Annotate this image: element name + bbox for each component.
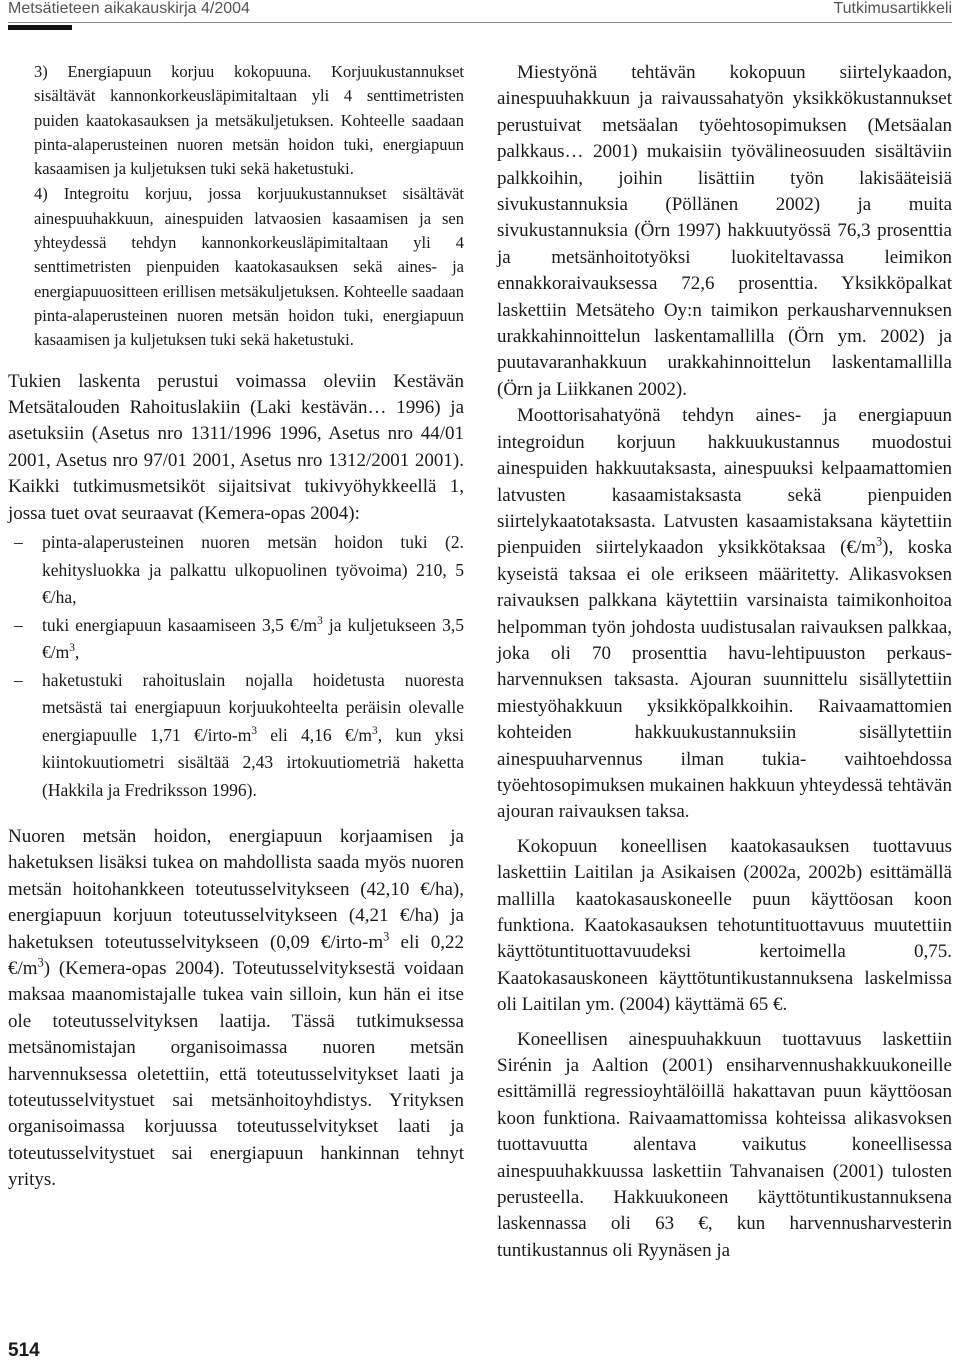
subsidy-item-1: – pinta-alaperusteinen nuoren metsän hoidon tuki (2. kehitysluokka ja palkattu ulkopuolinen työvoima) 210, 5 €/ha,: [8, 529, 464, 612]
page-header: [0, 0, 960, 46]
journal-title: Metsätieteen aikakauskirja 4/2004: [8, 0, 250, 17]
chainsaw-paragraph: Moottorisahatyönä tehdyn aines- ja energiapuun integroidun korjuun hakkuukustannus muodostui ainespuiden hakkuutaksasta, ainespuuksi kelpaamattomien latvusten kasaamistaksasta sekä pienpuiden siirtelykaatotaksasta. Latvusten kasaamistaksana käytettiin pienpuiden siirtelykaadon yksikkötaksaa $(€/m^3)$, koska kyseistä taksaa ei ole erikseen määritetty. Alikasvoksen raivauksen palkkana käytettiin varsinaista taimikonhoitoa helpomman työn johdosta uudistusalan raivauksen palkkaa, joka oli 70 prosenttia havu-lehtipuuston perkaus-harvennuksen taksasta. Ajouran suunnittelu sisällytettiin miestyöhakkuun yksikköpalkkoihin. Raivaamattomien kohteiden hakkuukustannuksiin sisällytettiin ainespuuharvennus ilman tukia- vaihtoehdossa työehtosopimuksen mukainen hakkuun yhteydessä tehtävän ajouran raivauksen taksa.: [497, 405, 953, 823]
right-column: [497, 60, 952, 1264]
labor-cost-paragraph: Miestyönä tehtävän kokopuun siirtelykaadon, ainespuuhakkuun ja raivaussahatyön yksikkökustannukset perustuivat metsäalan työehtosopimuksen (Metsäalan palkkaus… 2001) mukaisiin työvälineosuuden sisältäviin palkkoihin, joihin lisättiin työn lakisääteisiä sivukustannuksia (Pöllänen 2002) ja muita sivukustannuksia (Örn 1997) hakkuutyössä 76,3 prosenttia ja metsänhoitotyöksi luokiteltavassa leimikon ennakkoraivauksessa 72,6 prosenttia. Yksikköpalkat laskettiin Metsäteho Oy:n taimikon perkausharvennuksen urakkahinnoittelun laskentamallilla (Örn ym. 2002) ja puutavaranhakkuun urakkahinnoittelun laskentamallilla (Örn ja Liikkanen 2002).: [497, 62, 952, 400]
implementation-paragraph: Nuoren metsän hoidon, energiapuun korjaamisen ja haketuksen lisäksi tukea on mahdollista saada myös nuoren metsän hoitohankkeen toteutusselvitykseen (42,10 €/ha), energiapuun korjuun toteutusselvitykseen (4,21 €/ha) ja haketuksen toteutusselvitykseen (0,09 $€/irto-m^3$ eli 0,22 $€/m^3$) (Kemera-opas 2004). Toteutusselvityksestä voidaan maksaa maanomistajalle tukea vain silloin, kun hän ei itse ole toteutusselvityksen laatija. Tässä tutkimuksessa metsänomistajan organisoimassa nuoren metsän harvennuksessa oletettiin, että toteutusselvitykset laati ja toteutusselvitystuet sai metsänhoitoyhdistys. Yrityksen organisoimassa korjuussa toteutusselvitykset laati ja toteutusselvitystuet sai energiapuun hankinnan tehnyt yritys.: [8, 826, 464, 1191]
left-column: [8, 60, 464, 1194]
harvester-paragraph: Koneellisen ainespuuhakkuun tuottavuus laskettiin Sirénin ja Aaltion (2001) ensiharvennushakkuukoneille esittämillä regressioyhtälöillä hakattavan puun käyttöosan koon funktiona. Raivaamattomissa kohteissa alikasvoksen tuottavuutta alentava vaikutus koneellisessa ainespuuhakkuussa laskettiin Tahvanaisen (2001) tulosten perusteella. Hakkuukoneen käyttötuntikustannuksena laskennassa oli 63 €, kun harvennusharvesterin tuntikustannus oli Ryynäsen ja: [497, 1028, 952, 1261]
subsidy-item-3: – haketustuki rahoituslain nojalla hoidetusta nuoresta metsästä tai energiapuun korjuukohteelta peräisin olevalle energiapuulle 1,71 $€/irto-m^3$ eli 4,16 $€/m^3$, kun yksi kiintokuutiometri sisältää 2,43 irtokuutiometriä haketta (Hakkila ja Fredriksson 1996).: [8, 667, 464, 805]
subsidy-paragraph: Tukien laskenta perustui voimassa oleviin Kestävän Metsätalouden Rahoituslakiin (Laki kestävän… 1996) ja asetuksiin (Asetus nro 1311/1996 1996, Asetus nro 44/01 2001, Asetus nro 97/01 2001, Asetus nro 1312/2001 2001). Kaikki tutkimusmetsiköt sijaitsivat tukivyöhykkeellä 1, jossa tuet ovat seuraavat (Kemera-opas 2004):: [8, 370, 464, 524]
feller-buncher-paragraph: Kokopuun koneellisen kaatokasauksen tuottavuus laskettiin Laitilan ja Asikaisen (2002a, 2002b) esittämällä mallilla kaatokasauskoneelle puun käyttöosan koon funktiona. Kaatokasauksen tehotuntituottavuus muutettiin käyttötuntituottavuudeksi kertoimella 0,75. Kaatokasauskoneen käyttötuntikustannuksena laskelmissa oli Laitilan ym. (2004) käyttämä 65 €.: [497, 835, 952, 1016]
subsidy-item-2: – tuki energiapuun kasaamiseen 3,5 $€/m^3$ ja kuljetukseen 3,5 $€/m^3$,: [8, 612, 464, 667]
harvest-method-list: [8, 60, 464, 353]
method-item-4: 4) Integroitu korjuu, jossa korjuukustannukset sisältävät ainespuuhakkuun, ainespuiden latvaosien kasaamisen ja sen yhteydessä tehdyn kannonkorkeusläpimitaltaan yli 4 senttimetristen pienpuiden kaatokasauksen sekä aines- ja energiapuuositteen erillisen metsäkuljetuksen. Kohteelle saadaan pinta-alaperusteinen nuoren metsän hoidon tuki, energiapuun kasaamisen ja kuljetuksen tuki sekä haketustuki.: [34, 184, 464, 350]
subsidy-list: [8, 529, 464, 804]
header-bar: [8, 25, 72, 30]
header-rule: [8, 22, 952, 23]
article-type: Tutkimusartikkeli: [833, 0, 952, 17]
page-number: 514: [8, 1340, 40, 1361]
method-item-3: 3) Energiapuun korjuu kokopuuna. Korjuukustannukset sisältävät kannonkorkeusläpimitaltaan yli 4 senttimetristen puiden kaatokasauksen ja metsäkuljetuksen. Kohteelle saadaan pinta-alaperusteinen nuoren metsän hoidon tuki, energiapuun kasaamisen ja kuljetuksen tuki sekä haketustuki.: [34, 62, 464, 179]
